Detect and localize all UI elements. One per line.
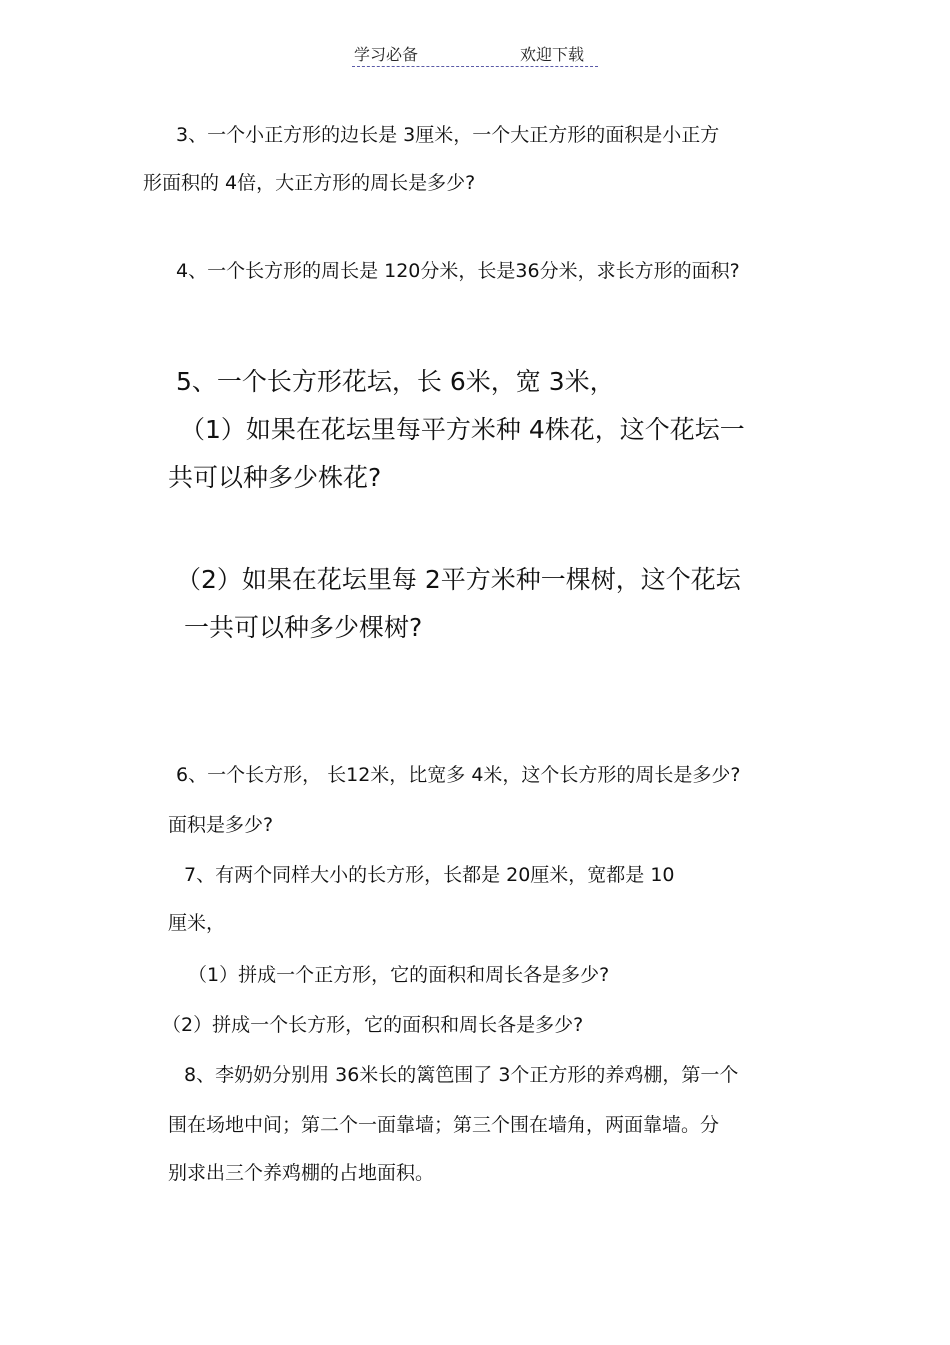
question-6-line-1: 6、一个长方形， 长12米，比宽多 4米，这个长方形的周长是多少?	[176, 764, 741, 786]
question-5-part-1-cont: 共可以种多少株花?	[168, 463, 382, 492]
question-8-line-3: 别求出三个养鸡棚的占地面积。	[168, 1162, 435, 1184]
page-header	[352, 42, 598, 67]
question-6-line-2: 面积是多少?	[168, 814, 274, 836]
question-5-part-1: （1）如果在花坛里每平方米种 4株花，这个花坛一	[180, 415, 745, 444]
question-7-part-2: （2）拼成一个长方形，它的面积和周长各是多少?	[162, 1014, 584, 1036]
question-5-line-1: 5、一个长方形花坛，长 6米，宽 3米，	[176, 367, 615, 396]
question-5-part-2: （2）如果在花坛里每 2平方米种一棵树，这个花坛	[176, 565, 741, 594]
question-7-part-1: （1）拼成一个正方形，它的面积和周长各是多少?	[188, 964, 610, 986]
question-7-line-1: 7、有两个同样大小的长方形，长都是 20厘米，宽都是 10	[184, 864, 675, 886]
question-3-line-2: 形面积的 4倍，大正方形的周长是多少?	[143, 172, 476, 194]
question-7-line-2: 厘米，	[168, 912, 226, 934]
question-8-line-2: 围在场地中间；第二个一面靠墙；第三个围在墙角，两面靠墙。分	[168, 1114, 720, 1136]
header-left-text: 学习必备	[354, 45, 419, 64]
question-3-line-1: 3、一个小正方形的边长是 3厘米，一个大正方形的面积是小正方	[176, 124, 720, 146]
header-right-text: 欢迎下载	[520, 45, 585, 64]
question-5-part-2-cont: 一共可以种多少棵树?	[184, 613, 423, 642]
question-8-line-1: 8、李奶奶分别用 36米长的篱笆围了 3个正方形的养鸡棚，第一个	[184, 1064, 739, 1086]
question-4-line-1: 4、一个长方形的周长是 120分米，长是36分米，求长方形的面积?	[176, 260, 740, 282]
